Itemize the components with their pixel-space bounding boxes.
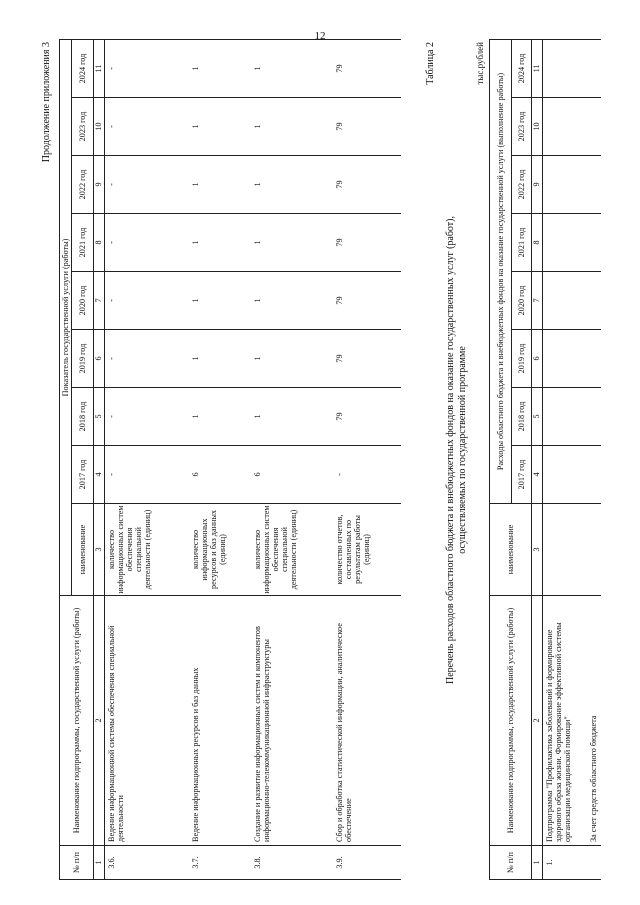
col-ind-name-header: наименование [72,504,94,596]
row-no: 3.8. [251,846,333,880]
table-row [251,40,333,880]
year-header: 2024 год [72,40,94,98]
row-indicator: количество информационных систем обеспечения специальной деятельности (единиц) [105,504,189,596]
col-num: 11 [94,40,105,98]
col-num: 1 [532,846,543,880]
row-value: 1 [189,330,251,388]
row-name: Создание и развитие информационных систем и компонентов информационно-телекоммуникационной инфраструктуры [251,596,333,846]
table-row [587,39,601,879]
row-name: Подпрограмма "Профилактика заболеваний и формирование здорового образа жизни. Формирование эффективной системы организации медицинской помощи" [543,596,587,846]
year-header: 2020 год [72,272,94,330]
indicators-table [59,39,401,880]
row-value: 1 [251,330,333,388]
row-name: Ведение информационной системы обеспечения специальной деятельности [105,596,189,846]
row-value: 6 [189,446,251,504]
col-num: 6 [94,330,105,388]
row-indicator: количество информационных ресурсов и баз данных (единиц) [189,504,251,596]
row-indicator: количество отчетов, составленных по результатам работы (единиц) [333,504,401,596]
row-no: 1. [543,846,587,880]
year-header: 2021 год [512,214,532,272]
col-num: 8 [532,214,543,272]
row-value: 1 [189,272,251,330]
row-value: 79 [333,388,401,446]
row-value: 79 [333,272,401,330]
col-num: 5 [532,388,543,446]
row-no: 3.9. [333,846,401,880]
year-header: 2018 год [512,388,532,446]
unit-label: тыс.рублей [475,42,485,85]
row-value: 1 [189,388,251,446]
row-value: - [105,40,189,98]
row-value: - [105,272,189,330]
col-num: 9 [532,156,543,214]
year-header: 2023 год [72,98,94,156]
row-no: 3.7. [189,846,251,880]
expenses-group-header: Расходы областного бюджета и внебюджетных фондов на оказание государственной услуги (выполнение работы) [490,39,512,503]
row-value: 1 [251,156,333,214]
col-num: 4 [532,446,543,504]
table2-title: Перечень расходов областного бюджета и внебюджетных фондов на оказание государственных услуг (работ), осуществляемых по государственной программе [445,215,468,685]
col-num: 1 [94,846,105,880]
col-name-header: Наименование подпрограммы, государственной услуги (работы) [490,596,532,846]
row-value: - [105,330,189,388]
col-num: 4 [94,446,105,504]
row-value: 1 [251,272,333,330]
year-header: 2022 год [72,156,94,214]
row-value: 1 [189,214,251,272]
col-num: 2 [532,596,543,846]
row-value: 1 [251,98,333,156]
row-value: 1 [251,214,333,272]
row-indicator: количество информационных систем обеспечения специальной деятельности (единиц) [251,504,333,596]
row-value: - [105,156,189,214]
year-header: 2018 год [72,388,94,446]
table-row [543,39,587,879]
col-num: 8 [94,214,105,272]
col-num: 9 [94,156,105,214]
page-number: 12 [314,30,326,42]
year-header: 2024 год [512,39,532,97]
row-value: - [105,446,189,504]
year-header: 2020 год [512,272,532,330]
row-value: - [105,98,189,156]
col-num: 5 [94,388,105,446]
table2-label: Таблица 2 [425,42,436,85]
table-row [105,40,189,880]
row-value: 1 [189,98,251,156]
continuation-label: Продолжение приложения 3 [41,42,52,163]
row-value: 6 [251,446,333,504]
col-num: 3 [94,504,105,596]
col-num: 2 [94,596,105,846]
col-no-header: № п/п [490,846,532,880]
year-header: 2019 год [72,330,94,388]
col-num: 10 [94,98,105,156]
row-value: 79 [333,40,401,98]
col-no-header: № п/п [60,846,94,880]
row-value: 79 [333,98,401,156]
year-header: 2017 год [72,446,94,504]
row-value: 1 [251,40,333,98]
row-value: 79 [333,330,401,388]
col-num: 7 [532,272,543,330]
row-value: 1 [251,388,333,446]
rotated-page [35,30,625,890]
row-no: 3.6. [105,846,189,880]
year-header: 2019 год [512,330,532,388]
row-value: - [105,214,189,272]
expenses-table [489,39,601,880]
row-value: 1 [189,156,251,214]
col-name-header: Наименование подпрограммы, государственной услуги (работы) [60,596,94,846]
table-row [189,40,251,880]
col-ind-name-header: наименование [490,504,532,596]
year-header: 2022 год [512,156,532,214]
col-num: 11 [532,39,543,97]
row-value: - [105,388,189,446]
year-header: 2023 год [512,98,532,156]
indicator-group-header: Показатель государственной услуги (работы) [60,40,72,596]
row-name: Ведение информационных ресурсов и баз данных [189,596,251,846]
table-row [333,40,401,880]
col-num: 6 [532,330,543,388]
row-value: - [333,446,401,504]
row-value: 79 [333,156,401,214]
row-value: 79 [333,214,401,272]
col-num: 10 [532,98,543,156]
year-header: 2021 год [72,214,94,272]
col-num: 3 [532,504,543,596]
year-header: 2017 год [512,446,532,504]
row-name: За счет средств областного бюджета [587,596,601,846]
row-value: 1 [189,40,251,98]
col-num: 7 [94,272,105,330]
row-name: Сбор и обработка статистической информации, аналитическое обеспечение [333,596,401,846]
